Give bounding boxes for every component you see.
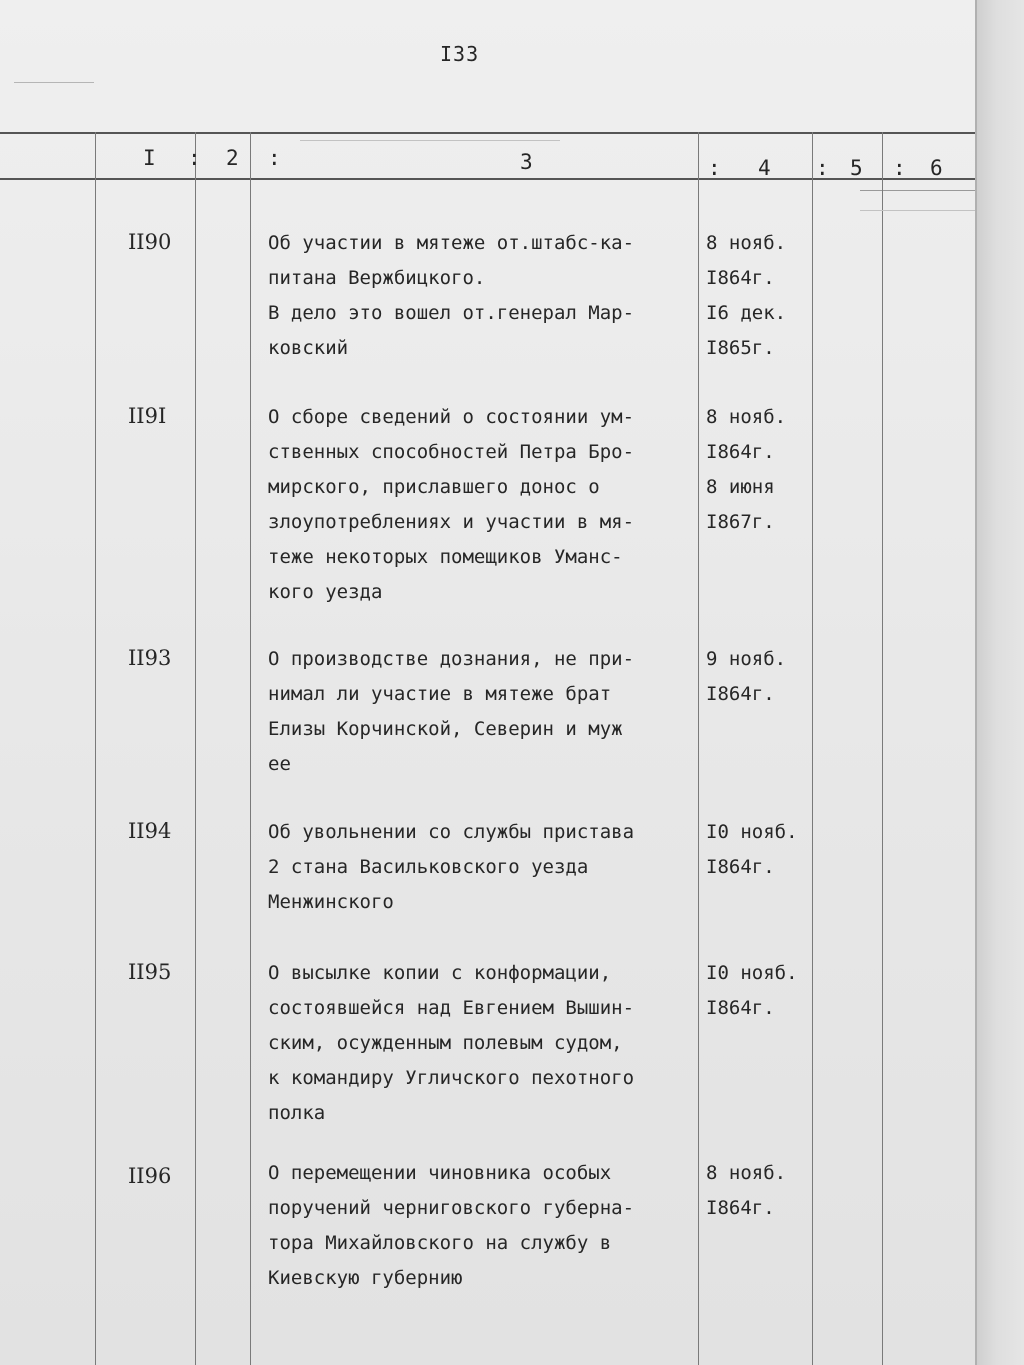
column-number-1: I: [143, 146, 156, 170]
entry-description: Об увольнении со службы пристава 2 стана Васильковского уезда Менжинского: [268, 821, 635, 913]
entry-dates: 8 нояб. I864г. I6 дек. I865г.: [706, 232, 787, 359]
show-through-text: [14, 72, 94, 83]
column-number-3: 3: [520, 150, 533, 174]
entry-description: Об участии в мятеже от.штабс-ка- питана Вержбицкого. В дело это вошел от.генерал Мар- ковский: [268, 232, 635, 359]
column-separator: :: [893, 156, 906, 180]
entry-description: О производстве дознания, не при- нимал ли участие в мятеже брат Елизы Корчинской, Северин и муж ее: [268, 648, 635, 775]
show-through-rule: [300, 140, 560, 141]
entry-dates: I0 нояб. I864г.: [706, 962, 798, 1019]
column-rule: [882, 132, 883, 1365]
header-top-rule: [0, 132, 975, 134]
entry-dates: 9 нояб. I864г.: [706, 648, 787, 705]
column-separator: :: [268, 146, 281, 170]
entry-dates: 8 нояб. I864г.: [706, 1162, 787, 1219]
column-number-4: 4: [758, 156, 771, 180]
entry-number: II95: [128, 960, 172, 984]
entry-number: II90: [128, 230, 172, 254]
entry-number: II9I: [128, 404, 167, 428]
entry-dates: I0 нояб. I864г.: [706, 821, 798, 878]
column-separator: :: [816, 156, 829, 180]
column-rule: [698, 132, 699, 1365]
header-bottom-rule-shadow: [860, 190, 975, 191]
entry-description: О сборе сведений о состоянии ум- ственных способностей Петра Бро- мирского, приславшего донос о злоупотреблениях и участии в мя- теже некоторых помещиков Уманс- кого уезда: [268, 406, 635, 603]
column-rule: [250, 132, 251, 1365]
page-edge: [975, 0, 1024, 1365]
column-number-6: 6: [930, 156, 943, 180]
entry-description: О высылке копии с конформации, состоявшейся над Евгением Вышин- ским, осужденным полевым судом, к командиру Угличского пехотного полка: [268, 962, 635, 1124]
column-number-2: 2: [226, 146, 239, 170]
entry-dates: 8 нояб. I864г. 8 июня I867г.: [706, 406, 787, 533]
entry-number: II94: [128, 819, 172, 843]
entry-description: О перемещении чиновника особых поручений черниговского губерна- тора Михайловского на службу в Киевскую губернию: [268, 1162, 635, 1289]
column-rule: [95, 132, 96, 1365]
show-through-rule: [860, 210, 975, 211]
entry-number: II93: [128, 646, 172, 670]
column-separator: :: [188, 146, 201, 170]
column-number-5: 5: [850, 156, 863, 180]
column-rule: [195, 132, 196, 1365]
page-number: I33: [440, 42, 480, 66]
column-separator: :: [708, 156, 721, 180]
header-bottom-rule: [0, 178, 975, 180]
entry-number: II96: [128, 1164, 172, 1188]
